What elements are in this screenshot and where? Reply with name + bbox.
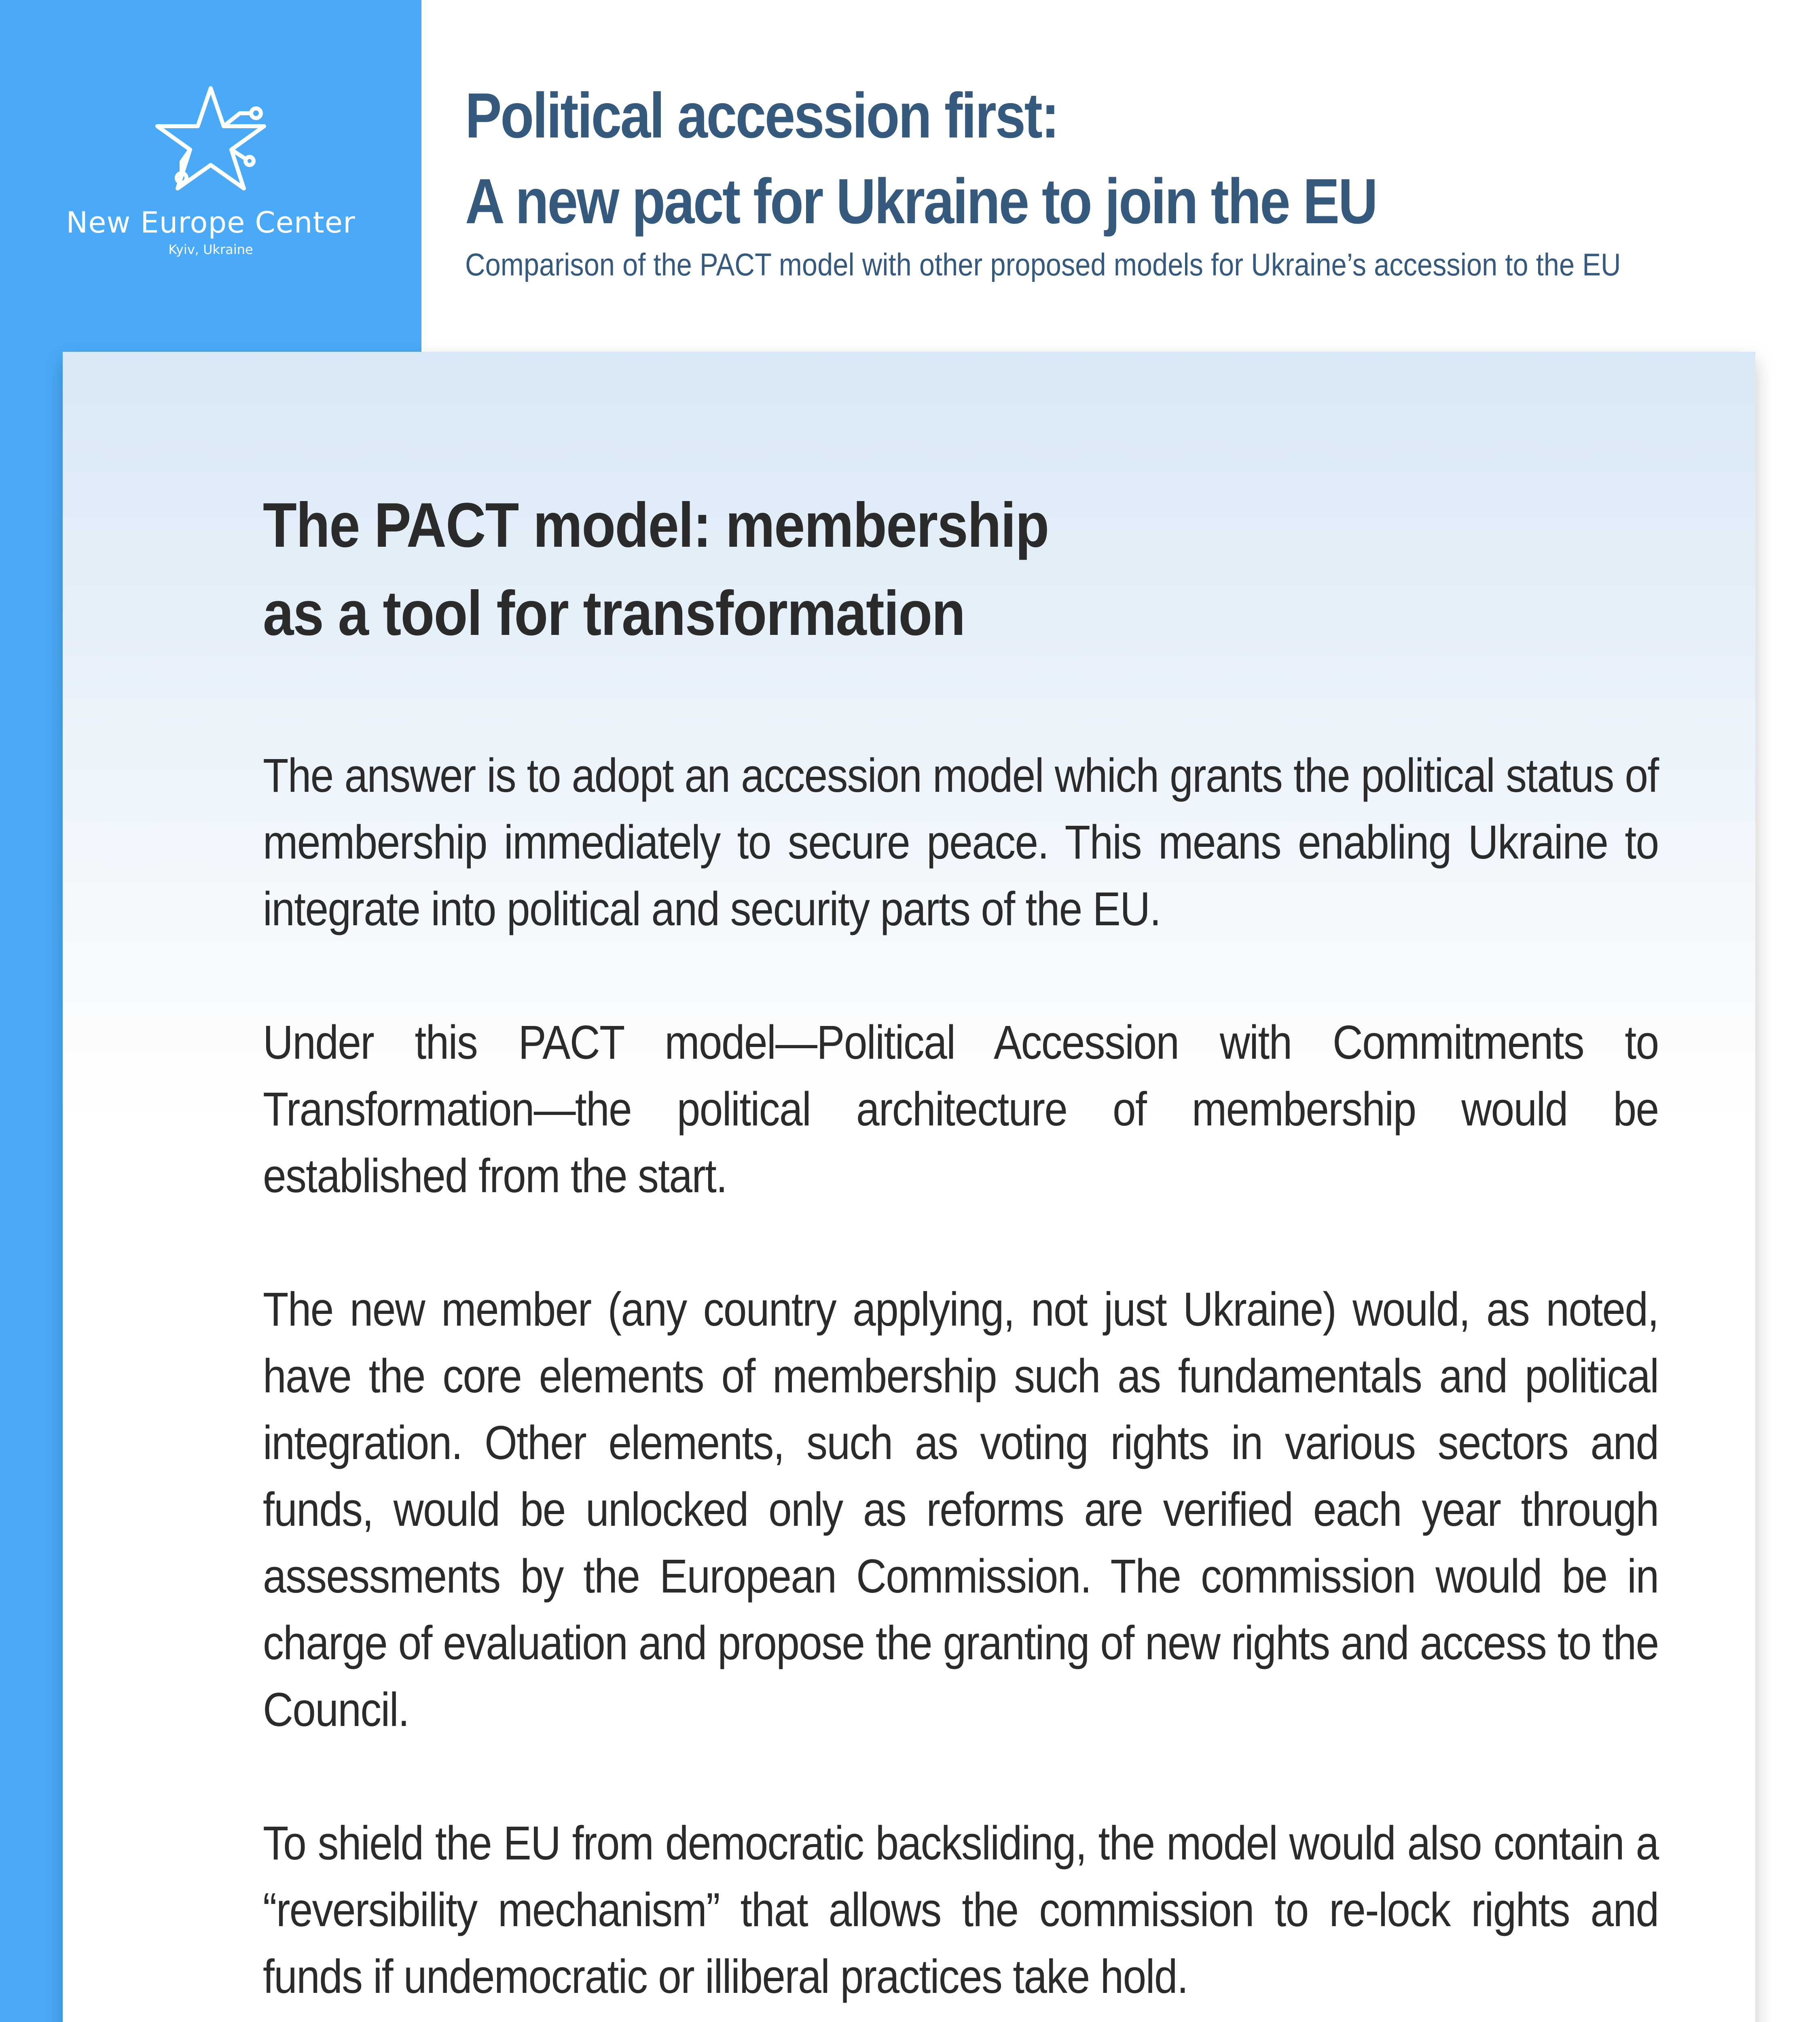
star-circuit-icon (150, 81, 271, 198)
brand-name: New Europe Center (66, 205, 356, 239)
content-card (63, 352, 1755, 2022)
body-paragraph: The answer is to adopt an accession model which grants the political status of membership immediately to secure peace. This means enabling Ukraine to integrate into political and security parts of the EU. (263, 749, 1659, 936)
body-paragraph: The new member (any country applying, not just Ukraine) would, as noted, have the core elements of membership such as fundamentals and political integration. Other elements, such as voting rights in various sectors and funds, would be unlocked only as reforms are verified each year through assessments by the European Commission. The commission would be in charge of evaluation and propose the granting of new rights and access to the Council. (263, 1283, 1659, 1736)
body-paragraph: Under this PACT model—Political Accession with Commitments to Transformation—the political architecture of membership would be established from the start. (263, 1016, 1659, 1203)
card-content (263, 481, 1658, 2022)
page-title-line-1: Political accession first: (465, 80, 1058, 151)
page-header (465, 73, 1800, 285)
body-paragraph: To shield the EU from democratic backsliding, the model would also contain a “reversibility mechanism” that allows the commission to re-lock rights and funds if undemocratic or illiberal practices take hold. (263, 1817, 1659, 2003)
brand-logo (0, 81, 421, 257)
page-title-line-2: A new pact for Ukraine to join the EU (465, 166, 1377, 237)
card-body (263, 742, 1658, 2010)
brand-city: Kyiv, Ukraine (168, 242, 253, 257)
page-subtitle: Comparison of the PACT model with other proposed models for Ukraine’s accession to the EU (465, 247, 1621, 282)
card-heading-line-2: as a tool for transformation (263, 578, 965, 649)
card-heading-line-1: The PACT model: membership (263, 490, 1049, 560)
